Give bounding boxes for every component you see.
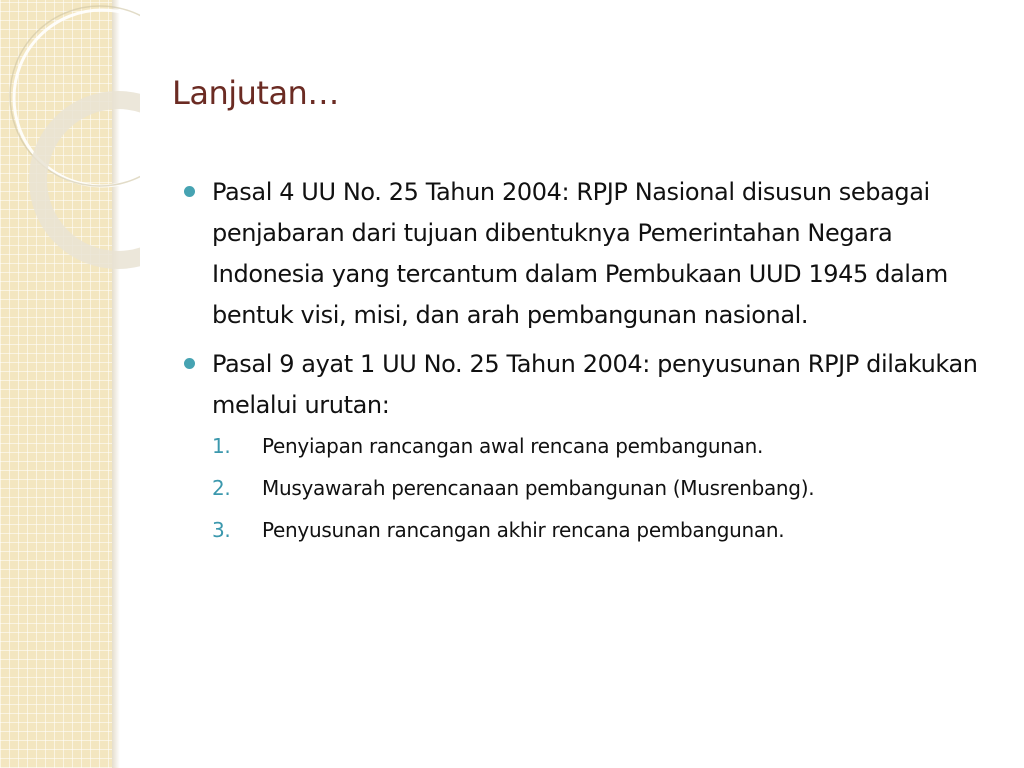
list-item-number: 3. xyxy=(212,518,231,542)
list-item-text: Penyusunan rancangan akhir rencana pembangunan. xyxy=(262,518,785,542)
list-item-text: Penyiapan rancangan awal rencana pembangunan. xyxy=(262,434,764,458)
list-item xyxy=(212,518,994,542)
bullet-icon xyxy=(184,186,195,197)
bullet-item xyxy=(184,172,994,336)
bullet-icon xyxy=(184,358,195,369)
numbered-list xyxy=(184,434,994,542)
list-item-text: Musyawarah perencanaan pembangunan (Musrenbang). xyxy=(262,476,815,500)
slide-title: Lanjutan… xyxy=(172,74,339,112)
list-item-number: 1. xyxy=(212,434,231,458)
bullet-text: Pasal 9 ayat 1 UU No. 25 Tahun 2004: penyusunan RPJP dilakukan melalui urutan: xyxy=(212,350,978,419)
list-item xyxy=(212,434,994,458)
decorative-rings-icon xyxy=(0,0,140,300)
list-item xyxy=(212,476,994,500)
bullet-item xyxy=(184,344,994,426)
list-item-number: 2. xyxy=(212,476,231,500)
slide-content xyxy=(184,172,994,560)
bullet-text: Pasal 4 UU No. 25 Tahun 2004: RPJP Nasional disusun sebagai penjabaran dari tujuan dibentuknya Pemerintahan Negara Indonesia yang tercantum dalam Pembukaan UUD 1945 dalam bentuk visi, misi, dan arah pembangunan nasional. xyxy=(212,178,948,329)
